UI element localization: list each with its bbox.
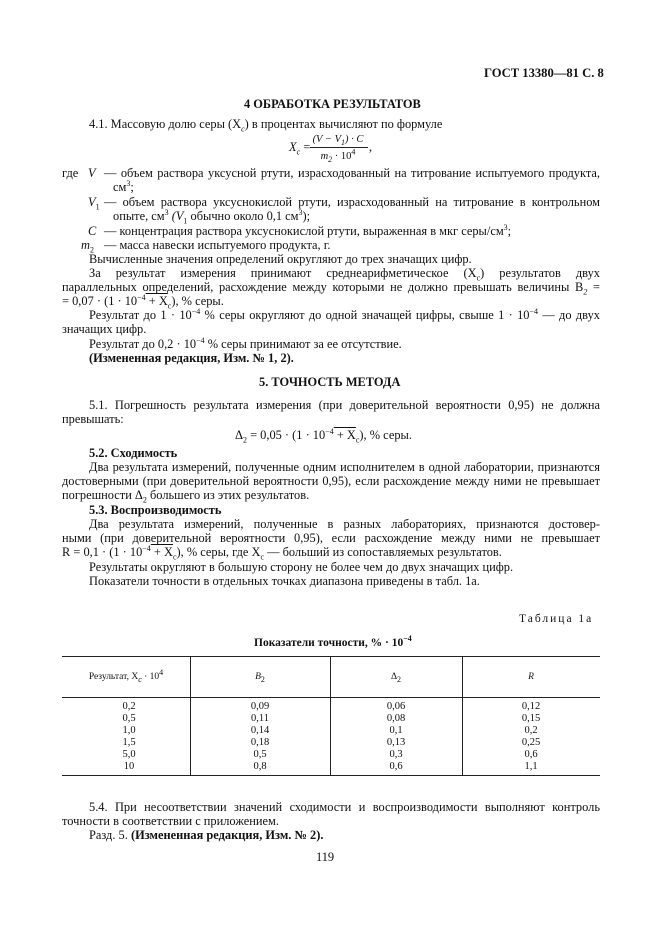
revision-note-5: Разд. 5. (Измененная редакция, Изм. № 2). (89, 828, 324, 842)
section-4-title: 4 ОБРАБОТКА РЕЗУЛЬТАТОВ (244, 97, 421, 111)
paragraph-rounding-5: Результаты округляют в большую сторону не более чем до двух значащих цифр. (89, 560, 514, 574)
paragraph-5-4-a: 5.4. При несоответствии значений сходимости и воспроизводимости выполняют контроль (89, 800, 600, 814)
paragraph-5-3-a: Два результата измерений, полученные в разных лабораториях, признаются достовер- (89, 517, 600, 531)
table-header-b2: $B_2$ (255, 672, 265, 684)
page-number: 119 (316, 850, 335, 864)
document-reference: ГОСТ 13380—81 С. 8 (484, 66, 604, 80)
table-title: Показатели точности, % · $10^{-4}$ (254, 634, 412, 649)
formula-delta2: $\Delta_2 = 0,05 \cdot (1 \cdot 10^{-4} + X_c)$, % серы. (235, 426, 412, 445)
def-v-text-2: $см^3$; (113, 178, 134, 194)
def-v-text: — объем раствора уксусной ртути, израсходованный на титрование испытуемого продукта, (104, 166, 600, 180)
table-header-r: R (528, 672, 534, 682)
def-v-symbol: V (88, 166, 96, 180)
paragraph-5-3-c: $R = 0,1 \cdot (1 \cdot 10^{-4} + X_c)$, % серы, где $X_c$ — больший из сопоставляемых результатов. (62, 543, 502, 562)
paragraph-round-1: Результат до $1 \cdot 10^{-4}$ % серы округляют до одной значащей цифры, свыше $1 \cdot 10^{-4}$ — до двух (89, 306, 600, 322)
paragraph-5-2-a: Два результата измерений, полученные одним исполнителем в одной лаборатории, признаются (89, 460, 600, 474)
def-c-text: — концентрация раствора уксуснокислой ртути, выраженная в мкг серы/$см^3$; (104, 222, 512, 238)
paragraph-absence: Результат до $0,2 \cdot 10^{-4}$ % серы принимают за ее отсутствие. (89, 335, 402, 351)
where-label: где (62, 166, 79, 180)
def-v1-symbol: $V_1$ (88, 195, 100, 212)
paragraph-result-1: За результат измерения принимают среднеарифметическое $(X_c)$ результатов двух (89, 266, 600, 283)
paragraph-5-1-b: превышать: (62, 412, 124, 426)
paragraph-4-1: 4.1. Массовую долю серы $(X_c)$ в процентах вычисляют по формуле (89, 117, 443, 134)
def-v1-text: — объем раствора уксуснокислой ртути, израсходованный на титрование в контрольном (104, 195, 600, 209)
paragraph-rounding: Вычисленные значения определений округляют до трех значащих цифр. (89, 252, 472, 266)
table-header-delta2: $\Delta_2$ (390, 672, 402, 684)
table-label: Таблица 1а (519, 613, 594, 625)
def-c-symbol: C (88, 224, 97, 238)
paragraph-5-2-c: погрешности $\Delta_2$ большего из этих результатов. (62, 488, 310, 505)
paragraph-5-2-b: достоверными (при доверительной вероятности 0,95), если расхождение между ними не превышает (62, 474, 600, 488)
heading-5-2: 5.2. Сходимость (89, 446, 178, 460)
section-5-title: 5. ТОЧНОСТЬ МЕТОДА (259, 375, 401, 389)
heading-5-3: 5.3. Воспроизводимость (89, 503, 222, 517)
def-m-text: — масса навески испытуемого продукта, г. (104, 238, 331, 252)
paragraph-round-2: значащих цифр. (62, 322, 147, 336)
paragraph-5-4-b: точности в соответствии с приложением. (62, 814, 279, 828)
revision-note-4: (Измененная редакция, Изм. № 1, 2). (89, 351, 294, 365)
paragraph-table-ref: Показатели точности в отдельных точках диапазона приведены в табл. 1а. (89, 574, 480, 588)
paragraph-5-1-a: 5.1. Погрешность результата измерения (при доверительной вероятности 0,95) не должна (89, 398, 600, 412)
paragraph-result-3: = $0,07 \cdot (1 \cdot 10^{-4} + X_c)$, % серы. (62, 292, 224, 311)
def-m-symbol: $m_2$ (81, 238, 94, 255)
def-v1-text-2: опыте, $см^3$ ($V_1$ обычно около 0,1 $см^3$); (113, 207, 311, 226)
paragraph-5-3-b: ными (при доверительной вероятности 0,95), если расхождение между ними не превышает (62, 531, 600, 545)
table-header-result: Результат, $X_c \cdot 10^4$ (88, 667, 164, 684)
paragraph-result-2: параллельных определений, расхождение между которыми не должно превышать величины $B_2$ = (62, 280, 601, 297)
